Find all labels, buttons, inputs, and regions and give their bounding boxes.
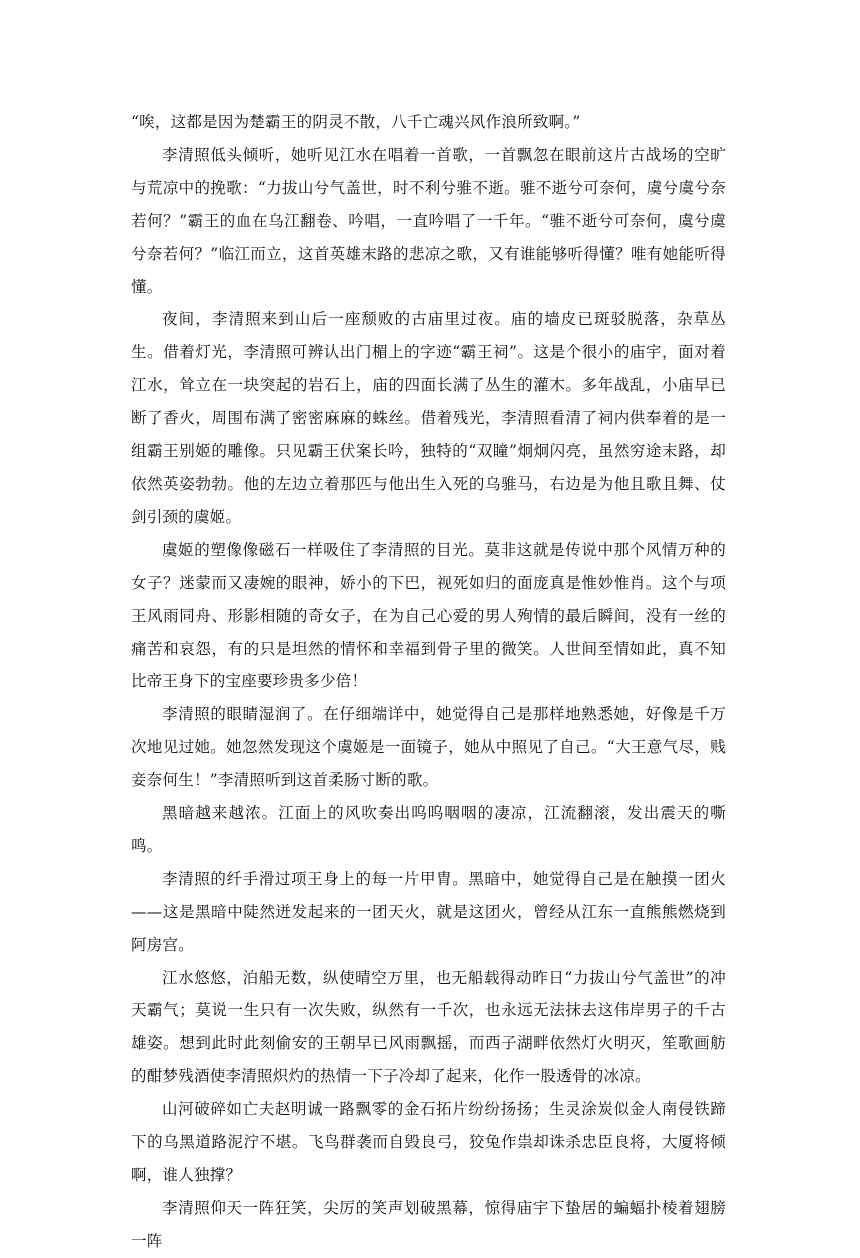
paragraph-6: 黑暗越来越浓。江面上的风吹奏出呜呜咽咽的凄凉，江流翻滚，发出震天的嘶鸣。 [131, 804, 726, 855]
paragraph-2: 李清照低头倾听，她听见江水在唱着一首歌，一首飘忽在眼前这片古战场的空旷与荒凉中的挽歌：“力拔山兮气盖世，时不利兮骓不逝。骓不逝兮可奈何，虞兮虞兮奈若何？”霸王的血在乌江翻卷、吟唱，一直吟唱了一千年。“骓不逝兮可奈何，虞兮虞兮奈若何？”临江而立，这首英雄末路的悲凉之歌，又有谁能够听得懂？唯有她能听得懂。 [131, 145, 726, 296]
paragraph-5: 李清照的眼睛湿润了。在仔细端详中，她觉得自己是那样地熟悉她，好像是千万次地见过她。她忽然发现这个虞姬是一面镜子，她从中照见了自己。“大王意气尽，贱妾奈何生！”李清照听到这首柔肠寸断的歌。 [131, 705, 726, 790]
paragraph-4: 虞姬的塑像像磁石一样吸住了李清照的目光。莫非这就是传说中那个风情万种的女子？迷蒙而又凄婉的眼神，娇小的下巴，视死如归的面庞真是惟妙惟肖。这个与项王风雨同舟、形影相随的奇女子，在为自己心爱的男人殉情的最后瞬间，没有一丝的痛苦和哀怨，有的只是坦然的情怀和幸福到骨子里的微笑。人世间至情如此，真不知比帝王身下的宝座要珍贵多少倍！ [131, 540, 726, 691]
paragraph-1: “唉，这都是因为楚霸王的阴灵不散，八千亡魂兴风作浪所致啊。” [131, 113, 581, 131]
paragraph-7: 李清照的纤手滑过项王身上的每一片甲胄。黑暗中，她觉得自己是在触摸一团火——这是黑暗中陡然迸发起来的一团天火，就是这团火，曾经从江东一直熊熊燃烧到阿房宫。 [131, 869, 726, 954]
paragraph-9: 山河破碎如亡夫赵明诚一路飘零的金石拓片纷纷扬扬；生灵涂炭似金人南侵铁蹄下的乌黑道路泥泞不堪。飞鸟群袭而自毁良弓，狡兔作祟却诛杀忠臣良将，大厦将倾啊，谁人独撑？ [131, 1100, 726, 1184]
paragraph-8: 江水悠悠，泊船无数，纵使晴空万里，也无船载得动昨日“力拔山兮气盖世”的冲天霸气；莫说一生只有一次失败，纵然有一千次，也永远无法抹去这伟岸男子的千古雄姿。想到此时此刻偷安的王朝早已风雨飘摇，而西子湖畔依然灯火明灭，笙歌画舫的酣梦残酒使李清照炽灼的热情一下子冷却了起来，化作一股透骨的冰凉。 [131, 968, 726, 1086]
document-body [131, 106, 726, 1258]
paragraph-10: 李清照仰天一阵狂笑，尖厉的笑声划破黑幕，惊得庙宇下蛰居的蝙蝠扑棱着翅膀一阵 [131, 1198, 726, 1250]
paragraph-3: 夜间，李清照来到山后一座颓败的古庙里过夜。庙的墙皮已斑驳脱落，杂草丛生。借着灯光，李清照可辨认出门楣上的字迹“霸王祠”。这是个很小的庙宇，面对着江水，耸立在一块突起的岩石上，庙的四面长满了丛生的灌木。多年战乱，小庙早已断了香火，周围布满了密密麻麻的蛛丝。借着残光，李清照看清了祠内供奉着的是一组霸王别姬的雕像。只见霸王伏案长吟，独特的“双瞳”炯炯闪亮，虽然穷途末路，却依然英姿勃勃。他的左边立着那匹与他出生入死的乌骓马，右边是为他且歌且舞、仗剑引颈的虞姬。 [131, 310, 726, 526]
